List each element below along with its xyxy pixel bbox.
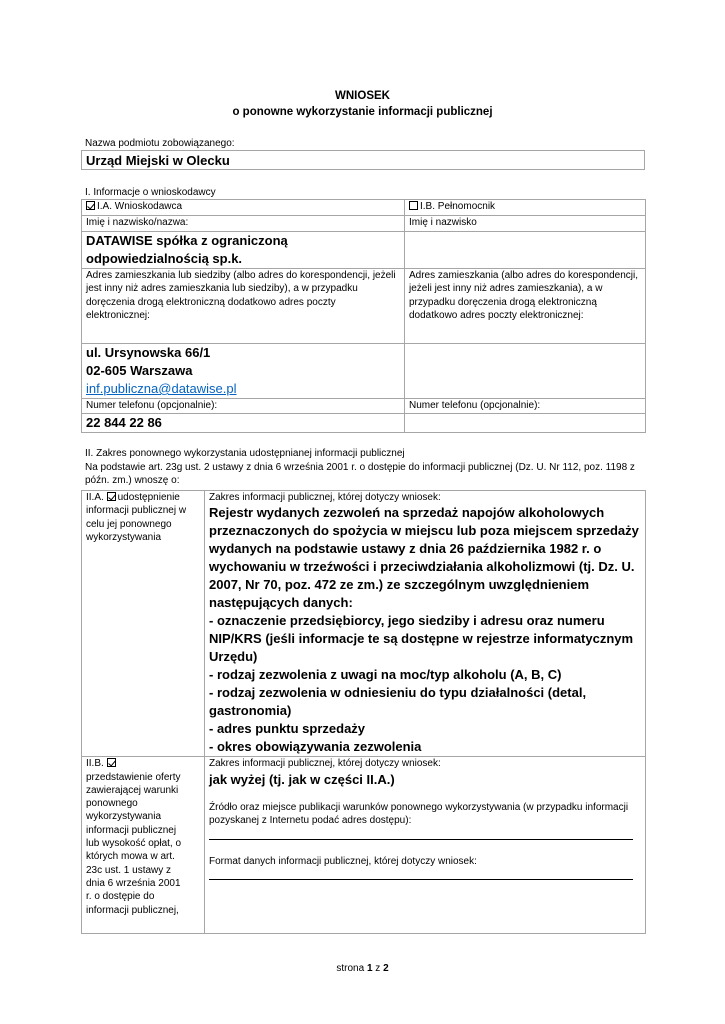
scope-a-line: Rejestr wydanych zezwoleń na sprzedaż napojów alkoholowych (209, 505, 605, 521)
address-label-a: Adres zamieszkania lub siedziby (albo adres do korespondencji, jeżeli jest inny niż adres zamieszkania lub siedziby), a w przypadku doręczenia drogą elektroniczną dodatkowo adres poczty elektronicznej: (82, 269, 405, 344)
section2-intro: Na podstawie art. 23g ust. 2 ustawy z dnia 6 września 2001 r. o dostępie do informacji publicznej (Dz. U. Nr 112, poz. 1198 z późn. zm.) wnoszę o: (85, 462, 635, 487)
scope-b-line: przedstawienie oferty (86, 771, 181, 783)
scope-a-line: 2007, Nr 70, poz. 472 ze zm.) ze szczególnym uwzględnieniem (209, 577, 590, 593)
checkbox-checked-icon[interactable] (107, 758, 116, 767)
entity-value: Urząd Miejski w Olecku (86, 153, 230, 168)
scope-b-left: II.B. przedstawienie oferty zawierającej warunki ponownego wykorzystywania informacji publicznej lub wysokość opłat, o których mowa w art. 23c ust. 1 ustawy z dnia 6 września 2001 r. o dostępie do informacji publicznej, (82, 757, 205, 934)
section1-heading: I. Informacje o wnioskodawcy (85, 187, 216, 198)
format-input-line[interactable] (209, 879, 633, 880)
scope-b-line: informacji publicznej (86, 824, 177, 836)
phone-label-a: Numer telefonu (opcjonalnie): (82, 399, 405, 414)
format-label: Format danych informacji publicznej, której dotyczy wniosek: (209, 856, 477, 868)
scope-a-line: wychowaniu w trzeźwości i przeciwdziałania alkoholizmowi (tj. Dz. U. (209, 559, 635, 575)
name-value-cell-b (405, 232, 646, 269)
entity-label: Nazwa podmiotu zobowiązanego: (85, 138, 235, 149)
applicant-header-a: I.A. Wnioskodawca (82, 200, 405, 216)
scope-a-line: - rodzaj zezwolenia z uwagi na moc/typ alkoholu (A, B, C) (209, 667, 562, 683)
name-value-cell (82, 232, 405, 269)
scope-b-label: Zakres informacji publicznej, której dotyczy wniosek: (209, 758, 441, 770)
name-value-line1: DATAWISE spółka z ograniczoną (86, 233, 288, 248)
page-footer: strona 1 z 2 (336, 963, 389, 974)
document-title: WNIOSEK (335, 90, 390, 102)
checkbox-empty-icon[interactable] (409, 201, 418, 210)
applicant-table (81, 199, 646, 433)
scope-a-line: NIP/KRS (jeśli informacje te są dostępne w rejestrze informatycznym (209, 631, 634, 647)
name-value-line2: odpowiedzialnością sp.k. (86, 251, 243, 266)
phone-value-b (405, 414, 646, 433)
section2-heading: II. Zakres ponownego wykorzystania udostępnianej informacji publicznej (85, 448, 405, 459)
scope-b-line: 23c ust. 1 ustawy z (86, 864, 172, 876)
address-label-b: Adres zamieszkania (albo adres do korespondencji, jeżeli jest inny niż adres zamieszkania), a w przypadku doręczenia drogą elektroniczną dodatkowo adres poczty elektronicznej: (405, 269, 646, 344)
scope-b-line: ponownego (86, 798, 138, 810)
scope-b-line: r. o dostępie do (86, 891, 155, 903)
scope-a-line: przeznaczonych do spożycia w miejscu lub poza miejscem sprzedaży (209, 523, 639, 539)
phone-value: 22 844 22 86 (82, 414, 405, 433)
scope-a-line: gastronomia) (209, 703, 292, 719)
page-total: 2 (383, 963, 389, 974)
email-link[interactable]: inf.publiczna@datawise.pl (86, 381, 237, 396)
address-line1: ul. Ursynowska 66/1 (86, 345, 211, 360)
page-number: 1 (366, 963, 373, 974)
scope-a-right (205, 491, 646, 757)
checkbox-checked-icon[interactable] (86, 201, 95, 210)
source-label: Źródło oraz miejsce publikacji warunków ponownego wykorzystywania (w przypadku informacji pozyskanej z Internetu podać adres dostępu): (209, 801, 629, 826)
name-label-a: Imię i nazwisko/nazwa: (82, 216, 405, 232)
name-label-b: Imię i nazwisko (405, 216, 646, 232)
scope-a-line: - adres punktu sprzedaży (209, 721, 366, 737)
scope-a-left: II.A. udostępnienie informacji publicznej w celu jej ponownego wykorzystywania (82, 491, 205, 757)
scope-a-line: Urzędu) (209, 649, 258, 665)
scope-a-line: następujących danych: (209, 595, 353, 611)
document-subtitle: o ponowne wykorzystanie informacji publicznej (232, 106, 493, 118)
scope-b-line: zawierającej warunki (86, 784, 179, 796)
scope-b-line: dnia 6 września 2001 (86, 877, 181, 889)
scope-a-line: - okres obowiązywania zezwolenia (209, 739, 422, 755)
scope-b-line: których mowa w art. (86, 851, 175, 863)
entity-field (81, 150, 645, 170)
scope-a-line: - rodzaj zezwolenia w odniesieniu do typu działalności (detal, (209, 685, 587, 701)
scope-b-line: lub wysokość opłat, o (86, 838, 182, 850)
scope-b-right (205, 757, 646, 934)
address-value-cell-b (405, 344, 646, 399)
scope-a-line: wydanych na podstawie ustawy z dnia 26 października 1982 r. o (209, 541, 602, 557)
scope-a-line: - oznaczenie przedsiębiorcy, jego siedziby i adresu oraz numeru (209, 613, 605, 629)
scope-table (81, 490, 646, 934)
phone-label-b: Numer telefonu (opcjonalnie): (405, 399, 646, 414)
scope-b-line: informacji publicznej, (86, 904, 179, 916)
address-line2: 02-605 Warszawa (86, 363, 193, 378)
scope-b-value: jak wyżej (tj. jak w części II.A.) (209, 771, 395, 787)
applicant-header-b: I.B. Pełnomocnik (405, 200, 646, 216)
checkbox-checked-icon[interactable] (107, 492, 116, 501)
address-value-cell (82, 344, 405, 399)
scope-a-label: Zakres informacji publicznej, której dotyczy wniosek: (209, 492, 441, 503)
scope-b-line: wykorzystywania (86, 811, 162, 823)
